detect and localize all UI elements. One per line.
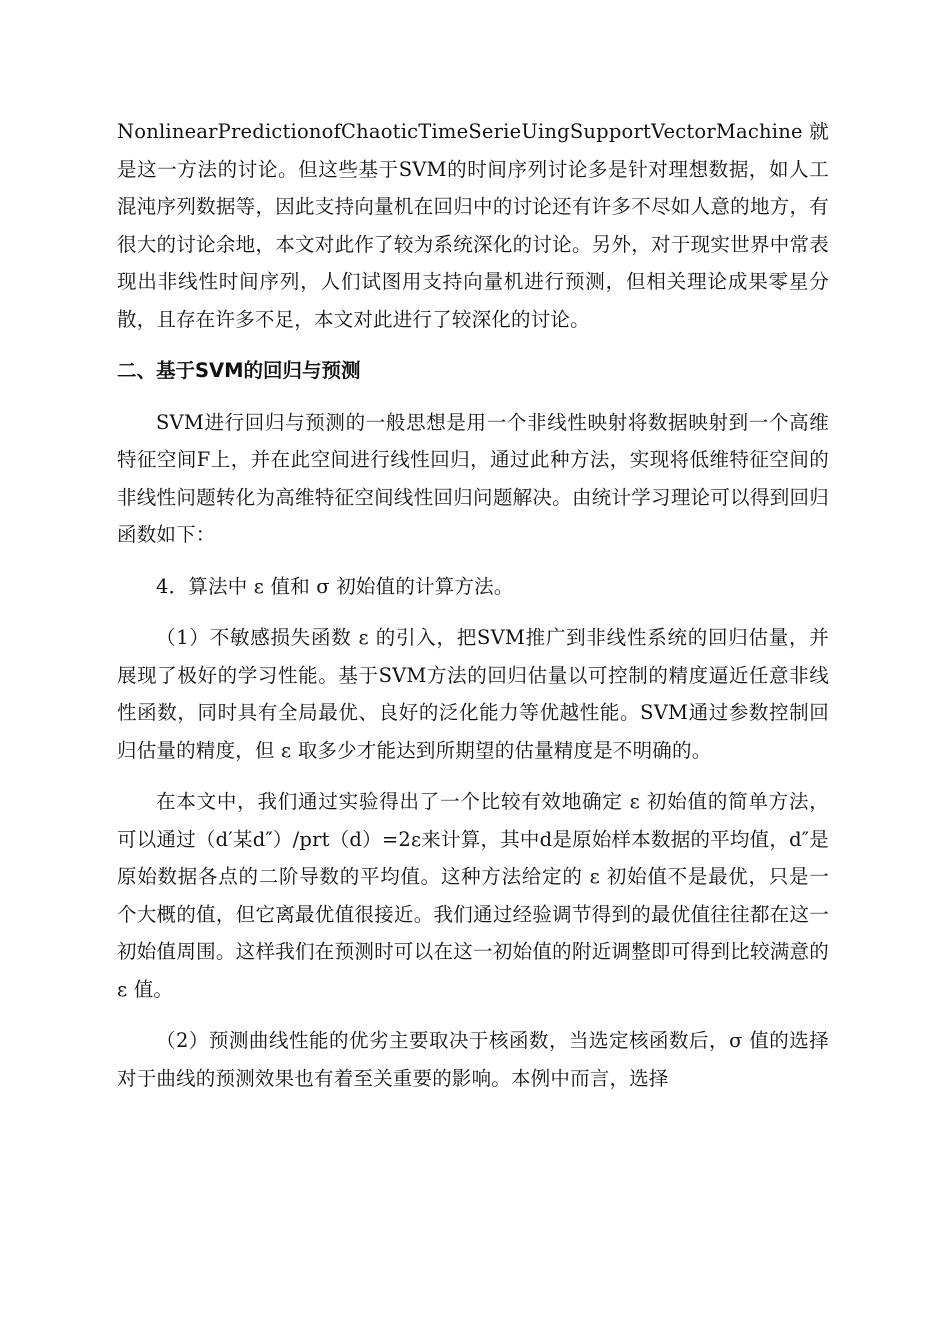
- intro-paragraph: NonlinearPredictionofChaoticTimeSerieUingSupportVectorMachine就是这一方法的讨论。但这些基于SVM的时间序列讨论多是针对理想数据，如人工混沌序列数据等，因此支持向量机在回归中的讨论还有许多不尽如人意的地方，有很大的讨论余地，本文对此作了较为系统深化的讨论。另外，对于现实世界中常表现出非线性时间序列，人们试图用支持向量机进行预测，但相关理论成果零星分散，且存在许多不足，本文对此进行了较深化的讨论。: [117, 120, 829, 331]
- document-page: [117, 113, 829, 1097]
- section-heading: 二、基于SVM的回归与预测: [117, 359, 361, 382]
- item-1-paragraph: （1）不敏感损失函数 ε 的引入，把SVM推广到非线性系统的回归估量，并展现了极好的学习性能。基于SVM方法的回归估量以可控制的精度逼近任意非线性函数，同时具有全局最优、良好的泛化能力等优越性能。SVM通过参数控制回归估量的精度，但 ε 取多少才能达到所期望的估量精度是不明确的。: [117, 626, 829, 762]
- item-4-paragraph: 4．算法中 ε 值和 σ 初始值的计算方法。: [156, 574, 514, 598]
- experiment-paragraph: 在本文中，我们通过实验得出了一个比较有效地确定 ε 初始值的简单方法，可以通过（d′某d″）/prt（d）=2ε来计算，其中d是原始样本数据的平均值，d″是原始数据各点的二阶导数的平均值。这种方法给定的 ε 初始值不是最优，只是一个大概的值，但它离最优值很接近。我们通过经验调节得到的最优值往往都在这一初始值周围。这样我们在预测时可以在这一初始值的附近调整即可得到比较满意的 ε 值。: [117, 790, 829, 1001]
- item-2-paragraph: （2）预测曲线性能的优劣主要取决于核函数，当选定核函数后，σ 值的选择对于曲线的预测效果也有着至关重要的影响。本例中而言，选择: [117, 1029, 829, 1090]
- svm-idea-paragraph: SVM进行回归与预测的一般思想是用一个非线性映射将数据映射到一个高维特征空间F上，并在此空间进行线性回归，通过此种方法，实现将低维特征空间的非线性问题转化为高维特征空间线性回归问题解决。由统计学习理论可以得到回归函数如下：: [117, 410, 829, 546]
